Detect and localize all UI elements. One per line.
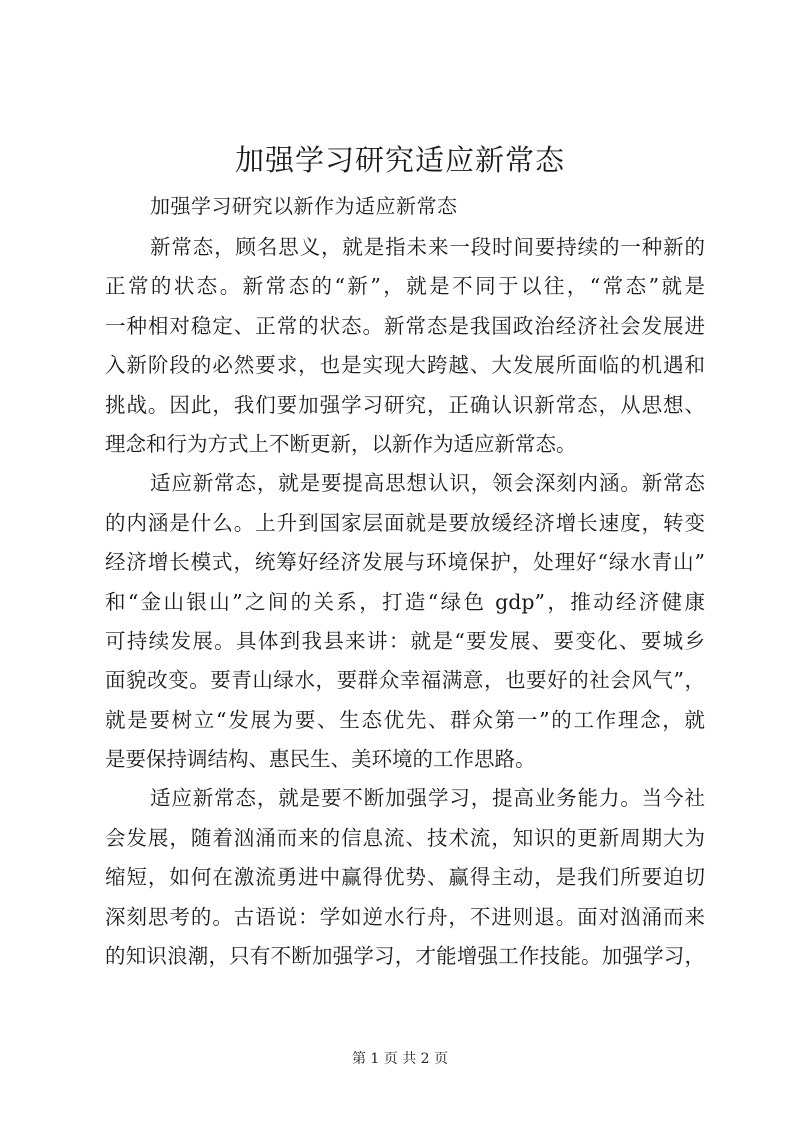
paragraph-line: 一种相对稳定、正常的状态。新常态是我国政治经济社会发展进 <box>105 313 705 338</box>
paragraph-line: 会发展，随着汹涌而来的信息流、技术流，知识的更新周期大为 <box>105 825 705 850</box>
paragraph-line: 可持续发展。具体到我县来讲：就是“要发展、要变化、要城乡 <box>105 628 705 653</box>
paragraph-line: 是要保持调结构、惠民生、美环境的工作思路。 <box>105 747 536 772</box>
paragraph-line: 新常态，顾名思义，就是指未来一段时间要持续的一种新的 <box>150 235 705 259</box>
document-title: 加强学习研究适应新常态 <box>234 143 565 177</box>
paragraph-line: 理念和行为方式上不断更新，以新作为适应新常态。 <box>105 431 577 456</box>
paragraph-line: 就是要树立“发展为要、生态优先、群众第一”的工作理念，就 <box>105 707 705 732</box>
paragraph-line: 面貌改变。要青山绿水，要群众幸福满意，也要好的社会风气”， <box>105 668 705 693</box>
paragraph <box>105 779 705 976</box>
page-number-footer: 第 1 页 共 2 页 <box>351 1051 449 1067</box>
document-body <box>105 228 705 976</box>
paragraph-line: 正常的状态。新常态的“新”，就是不同于以往，“常态”就是 <box>105 274 705 299</box>
paragraph-line: 的知识浪潮，只有不断加强学习，才能增强工作技能。加强学习， <box>105 944 705 969</box>
paragraph-line: 适应新常态，就是要提高思想认识，领会深刻内涵。新常态 <box>150 471 705 496</box>
paragraph-line: 缩短，如何在激流勇进中赢得优势、赢得主动，是我们所要迫切 <box>105 865 705 890</box>
paragraph-line: 入新阶段的必然要求，也是实现大跨越、大发展所面临的机遇和 <box>105 353 705 378</box>
paragraph-line: 和“金山银山”之间的关系，打造“绿色 gdp”，推动经济健康 <box>105 589 705 614</box>
paragraph-line: 经济增长模式，统筹好经济发展与环境保护，处理好“绿水青山” <box>105 550 705 575</box>
paragraph-line: 的内涵是什么。上升到国家层面就是要放缓经济增长速度，转变 <box>105 510 705 535</box>
paragraph <box>105 464 705 779</box>
paragraph <box>105 228 705 464</box>
paragraph-line: 适应新常态，就是要不断加强学习，提高业务能力。当今社 <box>150 786 705 811</box>
paragraph-line: 深刻思考的。古语说：学如逆水行舟，不进则退。面对汹涌而来 <box>105 904 705 929</box>
paragraph-line: 挑战。因此，我们要加强学习研究，正确认识新常态，从思想、 <box>105 392 705 417</box>
document-subtitle: 加强学习研究以新作为适应新常态 <box>150 194 458 218</box>
